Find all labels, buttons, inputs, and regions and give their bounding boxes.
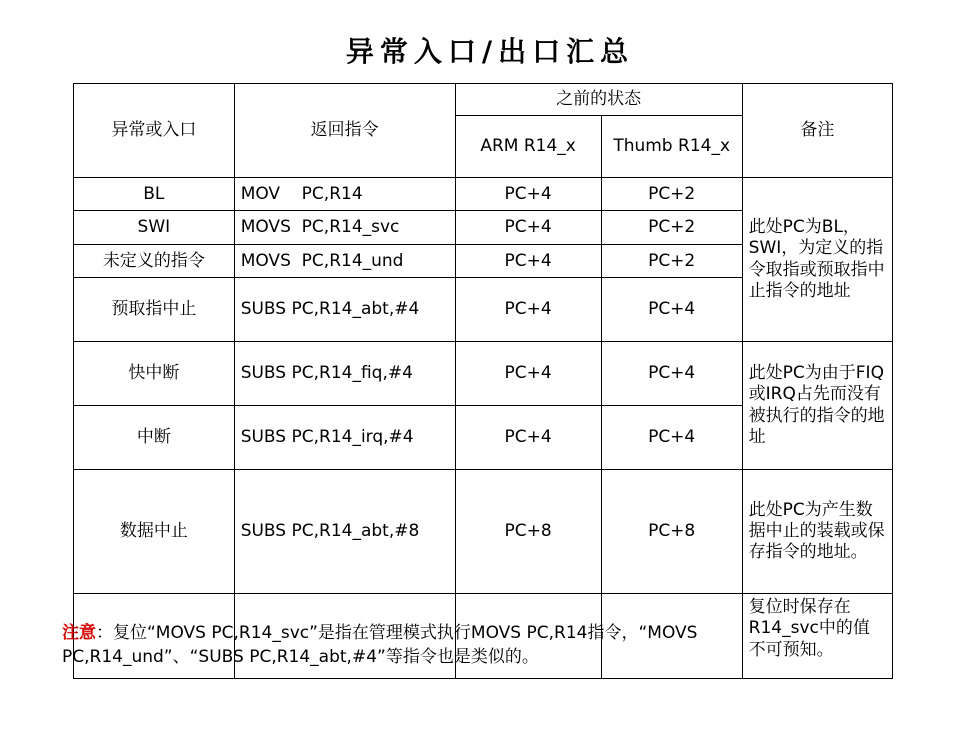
- notice-line-2: PC,R14_und”、“SUBS PC,R14_abt,#4”等指令也是类似的。: [62, 647, 539, 667]
- cell-exception: 快中断: [74, 342, 235, 406]
- header-exception: 异常或入口: [74, 84, 235, 178]
- cell-arm: PC+4: [455, 342, 601, 406]
- remark-group-1: 此处PC为BL，SWI，为定义的指令取指或预取指中止指令的地址: [742, 178, 892, 342]
- header-arm-r14: ARM R14_x: [455, 116, 601, 178]
- cell-instruction: MOV PC,R14: [234, 178, 455, 211]
- cell-thumb: PC+8: [601, 470, 742, 594]
- cell-instruction: MOVS PC,R14_und: [234, 245, 455, 278]
- table-row: [74, 342, 893, 406]
- cell-arm: PC+8: [455, 470, 601, 594]
- cell-thumb: PC+2: [601, 178, 742, 211]
- cell-exception: 中断: [74, 406, 235, 470]
- cell-exception: 未定义的指令: [74, 245, 235, 278]
- notice-line-1: ：复位“MOVS PC,R14_svc”是指在管理模式执行MOVS PC,R14指令，“MOVS: [96, 623, 698, 643]
- remark-group-4: 复位时保存在R14_svc中的值不可预知。: [742, 594, 892, 679]
- cell-instruction: SUBS PC,R14_irq,#4: [234, 406, 455, 470]
- cell-exception: 数据中止: [74, 470, 235, 594]
- cell-exception: 预取指中止: [74, 278, 235, 342]
- header-thumb-r14: Thumb R14_x: [601, 116, 742, 178]
- cell-instruction: SUBS PC,R14_abt,#8: [234, 470, 455, 594]
- cell-thumb: PC+4: [601, 406, 742, 470]
- cell-instruction: MOVS PC,R14_svc: [234, 211, 455, 245]
- cell-instruction: SUBS PC,R14_abt,#4: [234, 278, 455, 342]
- header-remark: 备注: [742, 84, 892, 178]
- page-title: 异常入口/出口汇总: [345, 35, 635, 68]
- cell-arm: PC+4: [455, 406, 601, 470]
- cell-arm: PC+4: [455, 245, 601, 278]
- cell-thumb: PC+4: [601, 342, 742, 406]
- header-return-instruction: 返回指令: [234, 84, 455, 178]
- remark-group-3: 此处PC为产生数据中止的装载或保存指令的地址。: [742, 470, 892, 594]
- cell-arm: PC+4: [455, 278, 601, 342]
- cell-instruction: SUBS PC,R14_fiq,#4: [234, 342, 455, 406]
- exception-summary-table: [73, 83, 893, 679]
- notice-text: [62, 621, 942, 669]
- cell-exception: BL: [74, 178, 235, 211]
- cell-arm: PC+4: [455, 211, 601, 245]
- cell-thumb: PC+4: [601, 278, 742, 342]
- header-previous-state: 之前的状态: [455, 84, 742, 116]
- cell-arm: PC+4: [455, 178, 601, 211]
- notice-label: 注意: [62, 623, 96, 643]
- remark-group-2: 此处PC为由于FIQ或IRQ占先而没有被执行的指令的地址: [742, 342, 892, 470]
- cell-thumb: PC+2: [601, 245, 742, 278]
- table-row: [74, 178, 893, 211]
- cell-thumb: PC+2: [601, 211, 742, 245]
- table-row: [74, 470, 893, 594]
- cell-exception: SWI: [74, 211, 235, 245]
